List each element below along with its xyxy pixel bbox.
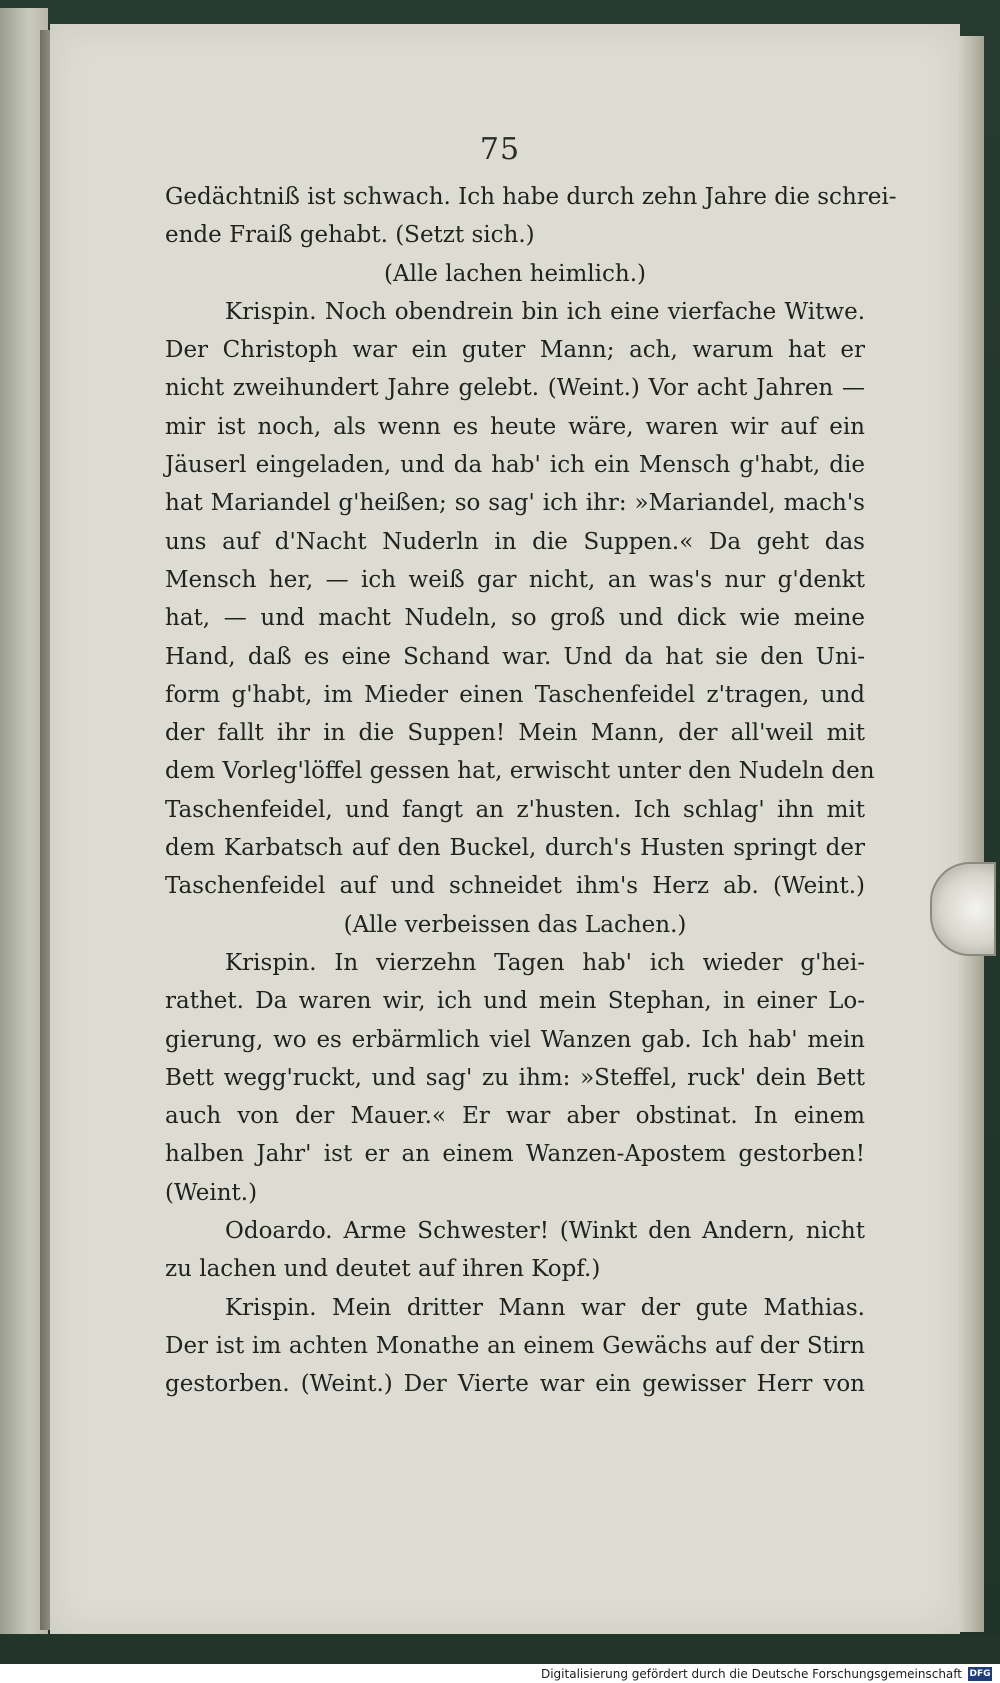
stage-direction: (Alle verbeissen das Lachen.) xyxy=(343,911,687,938)
text-line: dem Karbatsch auf den Buckel, durch's Husten springt der xyxy=(165,835,865,862)
text-line: Der ist im achten Monathe an einem Gewächs auf der Stirn xyxy=(165,1332,865,1359)
bottom-border xyxy=(0,1634,1000,1664)
text-line: gestorben. (Weint.) Der Vierte war ein gewisser Herr von xyxy=(165,1371,865,1398)
text-line: uns auf d'Nacht Nuderln in die Suppen.« Da geht das xyxy=(165,528,865,555)
page-text xyxy=(165,178,897,1404)
text-line: nicht zweihundert Jahre gelebt. (Weint.) Vor acht Jahren — xyxy=(165,375,865,402)
text-line: Hand, daß es eine Schand war. Und da hat sie den Uni- xyxy=(165,643,865,670)
text-line: Mensch her, — ich weiß gar nicht, an was's nur g'denkt xyxy=(165,566,865,593)
page-number: 75 xyxy=(479,132,521,167)
text-line: rathet. Da waren wir, ich und mein Stephan, in einer Lo- xyxy=(165,988,865,1015)
speaker-line: Krispin. Mein dritter Mann war der gute Mathias. xyxy=(225,1294,865,1321)
text-line: der fallt ihr in die Suppen! Mein Mann, der all'weil mit xyxy=(165,720,865,747)
footer-credit xyxy=(535,1664,992,1683)
text-line: form g'habt, im Mieder einen Taschenfeidel z'tragen, und xyxy=(165,681,865,708)
text-line: Bett wegg'ruckt, und sag' zu ihm: »Steffel, ruck' dein Bett xyxy=(165,1064,865,1091)
text-line: Gedächtniß ist schwach. Ich habe durch zehn Jahre die schrei- xyxy=(165,184,897,210)
text-line: Taschenfeidel, und fangt an z'husten. Ich schlag' ihn mit xyxy=(165,796,865,823)
text-line: hat Mariandel g'heißen; so sag' ich ihr: »Mariandel, mach's xyxy=(165,490,865,517)
page-clip xyxy=(930,862,996,956)
stage-direction: (Alle lachen heimlich.) xyxy=(384,260,646,287)
text-line: mir ist noch, als wenn es heute wäre, waren wir auf ein xyxy=(165,413,865,440)
text-line: ende Fraiß gehabt. (Setzt sich.) xyxy=(165,222,535,249)
text-line: Der Christoph war ein guter Mann; ach, warum hat er xyxy=(165,337,865,364)
text-line: Jäuserl eingeladen, und da hab' ich ein Mensch g'habt, die xyxy=(165,452,865,479)
text-line: Taschenfeidel auf und schneidet ihm's Herz ab. (Weint.) xyxy=(165,873,865,900)
text-line: auch von der Mauer.« Er war aber obstinat. In einem xyxy=(165,1103,865,1130)
speaker-line: Odoardo. Arme Schwester! (Winkt den Andern, nicht xyxy=(225,1218,865,1245)
text-line: dem Vorleg'löffel gessen hat, erwischt unter den Nudeln den xyxy=(165,758,875,785)
dfg-logo-icon: DFG xyxy=(969,1668,991,1679)
footer-text: Digitalisierung gefördert durch die Deutsche Forschungsgemeinschaft xyxy=(540,1666,962,1681)
speaker-line: Krispin. In vierzehn Tagen hab' ich wieder g'hei- xyxy=(225,949,865,976)
binding-gutter xyxy=(40,30,50,1630)
speaker-line: Krispin. Noch obendrein bin ich eine vierfache Witwe. xyxy=(225,298,865,325)
text-line: zu lachen und deutet auf ihren Kopf.) xyxy=(165,1256,601,1283)
text-line: gierung, wo es erbärmlich viel Wanzen gab. Ich hab' mein xyxy=(165,1026,865,1053)
text-line: hat, — und macht Nudeln, so groß und dick wie meine xyxy=(165,605,865,632)
text-line: (Weint.) xyxy=(165,1179,258,1206)
right-page-edge xyxy=(958,36,984,1632)
text-line: halben Jahr' ist er an einem Wanzen-Apostem gestorben! xyxy=(165,1141,865,1168)
